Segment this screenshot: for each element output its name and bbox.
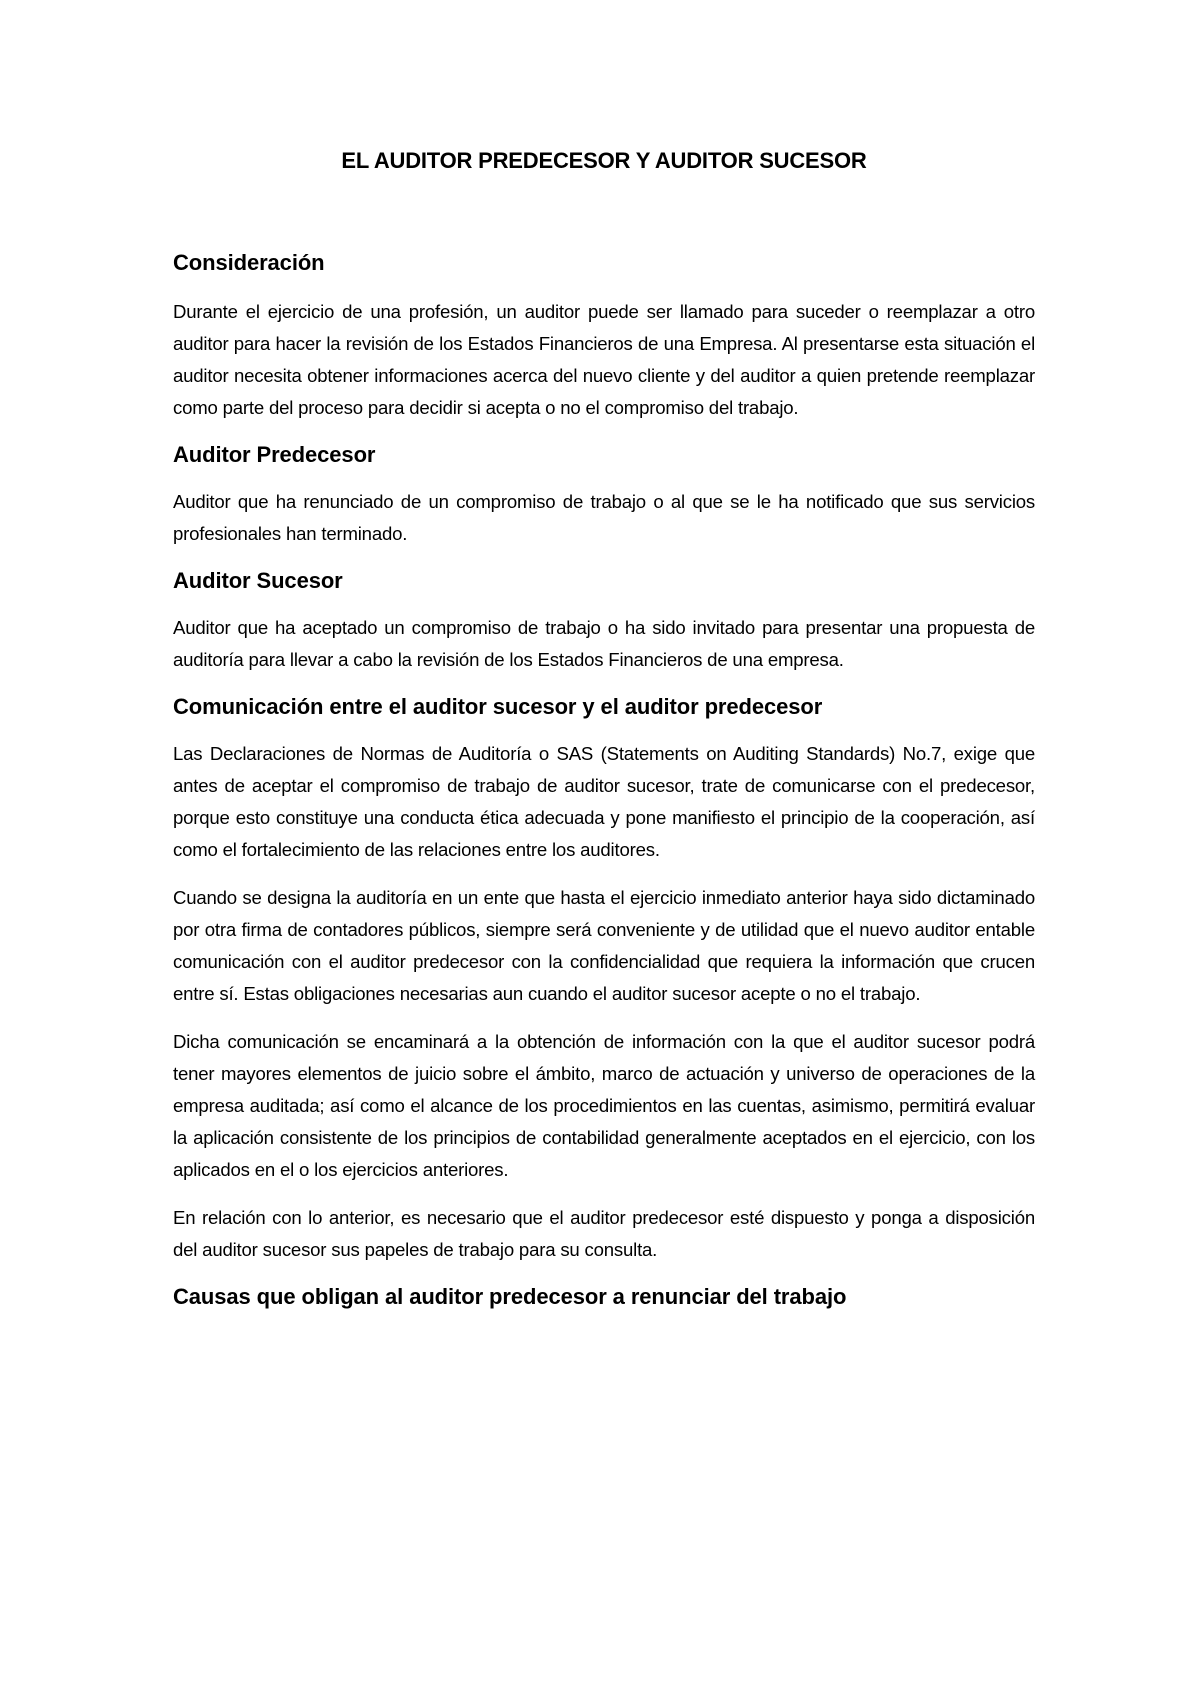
paragraph: En relación con lo anterior, es necesario que el auditor predecesor esté dispuesto y ponga a disposición del auditor sucesor sus papeles de trabajo para su consulta. xyxy=(173,1207,1035,1260)
section-heading-comunicacion: Comunicación entre el auditor sucesor y el auditor predecesor xyxy=(173,694,823,719)
section-heading-consideracion: Consideración xyxy=(173,250,325,275)
document-title: EL AUDITOR PREDECESOR Y AUDITOR SUCESOR xyxy=(341,148,867,173)
document-body xyxy=(173,146,1035,1328)
paragraph: Durante el ejercicio de una profesión, un auditor puede ser llamado para suceder o reemplazar a otro auditor para hacer la revisión de los Estados Financieros de una Empresa. Al presentarse esta situación el auditor necesita obtener informaciones acerca del nuevo cliente y del auditor a quien pretende reemplazar como parte del proceso para decidir si acepta o no el compromiso del trabajo. xyxy=(173,301,1035,418)
paragraph: Las Declaraciones de Normas de Auditoría o SAS (Statements on Auditing Standards) No.7, exige que antes de aceptar el compromiso de trabajo de auditor sucesor, trate de comunicarse con el predecesor, porque esto constituye una conducta ética adecuada y pone manifiesto el principio de la cooperación, así como el fortalecimiento de las relaciones entre los auditores. xyxy=(173,743,1035,860)
section-heading-causas: Causas que obligan al auditor predecesor a renunciar del trabajo xyxy=(173,1284,847,1309)
section-heading-auditor-predecesor: Auditor Predecesor xyxy=(173,442,376,467)
paragraph: Auditor que ha aceptado un compromiso de trabajo o ha sido invitado para presentar una propuesta de auditoría para llevar a cabo la revisión de los Estados Financieros de una empresa. xyxy=(173,617,1035,670)
paragraph: Cuando se designa la auditoría en un ente que hasta el ejercicio inmediato anterior haya sido dictaminado por otra firma de contadores públicos, siempre será conveniente y de utilidad que el nuevo auditor entable comunicación con el auditor predecesor con la confidencialidad que requiera la información que crucen entre sí. Estas obligaciones necesarias aun cuando el auditor sucesor acepte o no el trabajo. xyxy=(173,887,1035,1004)
paragraph: Dicha comunicación se encaminará a la obtención de información con la que el auditor sucesor podrá tener mayores elementos de juicio sobre el ámbito, marco de actuación y universo de operaciones de la empresa auditada; así como el alcance de los procedimientos en las cuentas, asimismo, permitirá evaluar la aplicación consistente de los principios de contabilidad generalmente aceptados en el ejercicio, con los aplicados en el o los ejercicios anteriores. xyxy=(173,1031,1035,1180)
section-heading-auditor-sucesor: Auditor Sucesor xyxy=(173,568,343,593)
paragraph: Auditor que ha renunciado de un compromiso de trabajo o al que se le ha notificado que sus servicios profesionales han terminado. xyxy=(173,491,1035,544)
